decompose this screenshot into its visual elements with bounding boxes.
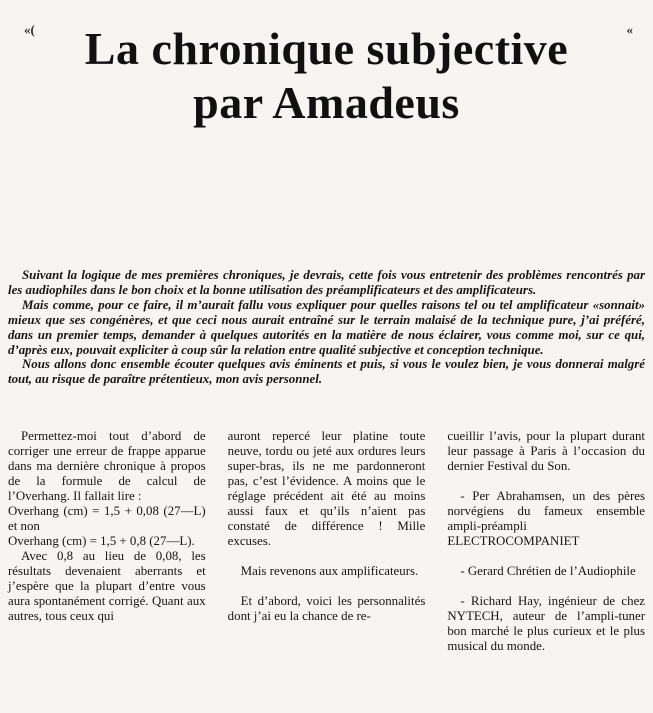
article-lead [8, 268, 645, 387]
paragraph: auront repercé leur platine toute neuve, tordu ou jeté aux ordures leurs super-bras, ils ne me pardonneront pas, c’est l’évidence. A moins que le réglage précédent ait été au moins aussi faux et qu’ils n’aient pas constaté de différence ! Mille excuses. [227, 429, 426, 549]
article-page [0, 22, 653, 713]
paragraph: Mais comme, pour ce faire, il m’aurait fallu vous expliquer pour quelles raisons tel ou tel amplificateur «sonnait» mieux que ses congénères, et que ceci nous aurait entraîné sur le terrain malaisé de la technique pure, j’ai préféré, dans un premier temps, demander à quelques autorités en la matière de nous éclairer, vous comme moi, sur ce qui, d’après eux, pouvait expliciter à coup sûr la relation entre qualité subjective et conception technique. [8, 297, 645, 357]
scan-mark-right: « [626, 22, 633, 37]
paragraph: Overhang (cm) = 1,5 + 0,8 (27—L). [8, 534, 195, 549]
article-body [8, 429, 645, 654]
body-column-2 [228, 429, 426, 654]
paragraph: Suivant la logique de mes premières chroniques, je devrais, cette fois vous entretenir des problèmes rencontrés par les audiophiles dans le bon choix et la bonne utilisation des préamplificateurs et des amplificateurs. [8, 268, 645, 297]
article-title-line1: La chronique subjective [84, 23, 569, 74]
paragraph: Avec 0,8 au lieu de 0,08, les résultats devenaient aberrants et j’espère que la plupart d’entre vous aura spontanément corrigé. Quant aux autres, tous ceux qui [8, 549, 206, 624]
paragraph: Permettez-moi tout d’abord de corriger une erreur de frappe apparue dans ma dernière chronique à propos de la formule de calcul de l’Overhang. Il fallait lire : [8, 429, 206, 504]
paragraph: - Gerard Chrétien de l’Audiophile [460, 564, 636, 579]
body-column-1 [8, 429, 206, 654]
article-title-line2: par Amadeus [193, 77, 460, 128]
paragraph: - Richard Hay, ingénieur de chez NYTECH, auteur de l’ampli-tuner bon marché le plus curieux et le plus musical du monde. [447, 594, 646, 654]
paragraph: Et d’abord, voici les personnalités dont j’ai eu la chance de re- [227, 594, 426, 624]
paragraph: cueillir l’avis, pour la plupart durant leur passage à Paris à l’occasion du dernier Festival du Son. [447, 429, 646, 474]
article-title [8, 22, 645, 130]
paragraph: Nous allons donc ensemble écouter quelques avis éminents et puis, si vous le voulez bien, je vous donnerai malgré tout, au risque de paraître prétentieux, mon avis personnel. [8, 357, 645, 387]
paragraph: Mais revenons aux amplificateurs. [240, 564, 419, 579]
scan-mark-left: «( [24, 22, 35, 37]
paragraph: - Per Abrahamsen, un des pères norvégiens du fameux ensemble ampli-préampli ELECTROCOMPANIET [447, 489, 646, 549]
paragraph: Overhang (cm) = 1,5 + 0,08 (27—L) et non [8, 504, 206, 534]
body-column-3 [447, 429, 645, 654]
